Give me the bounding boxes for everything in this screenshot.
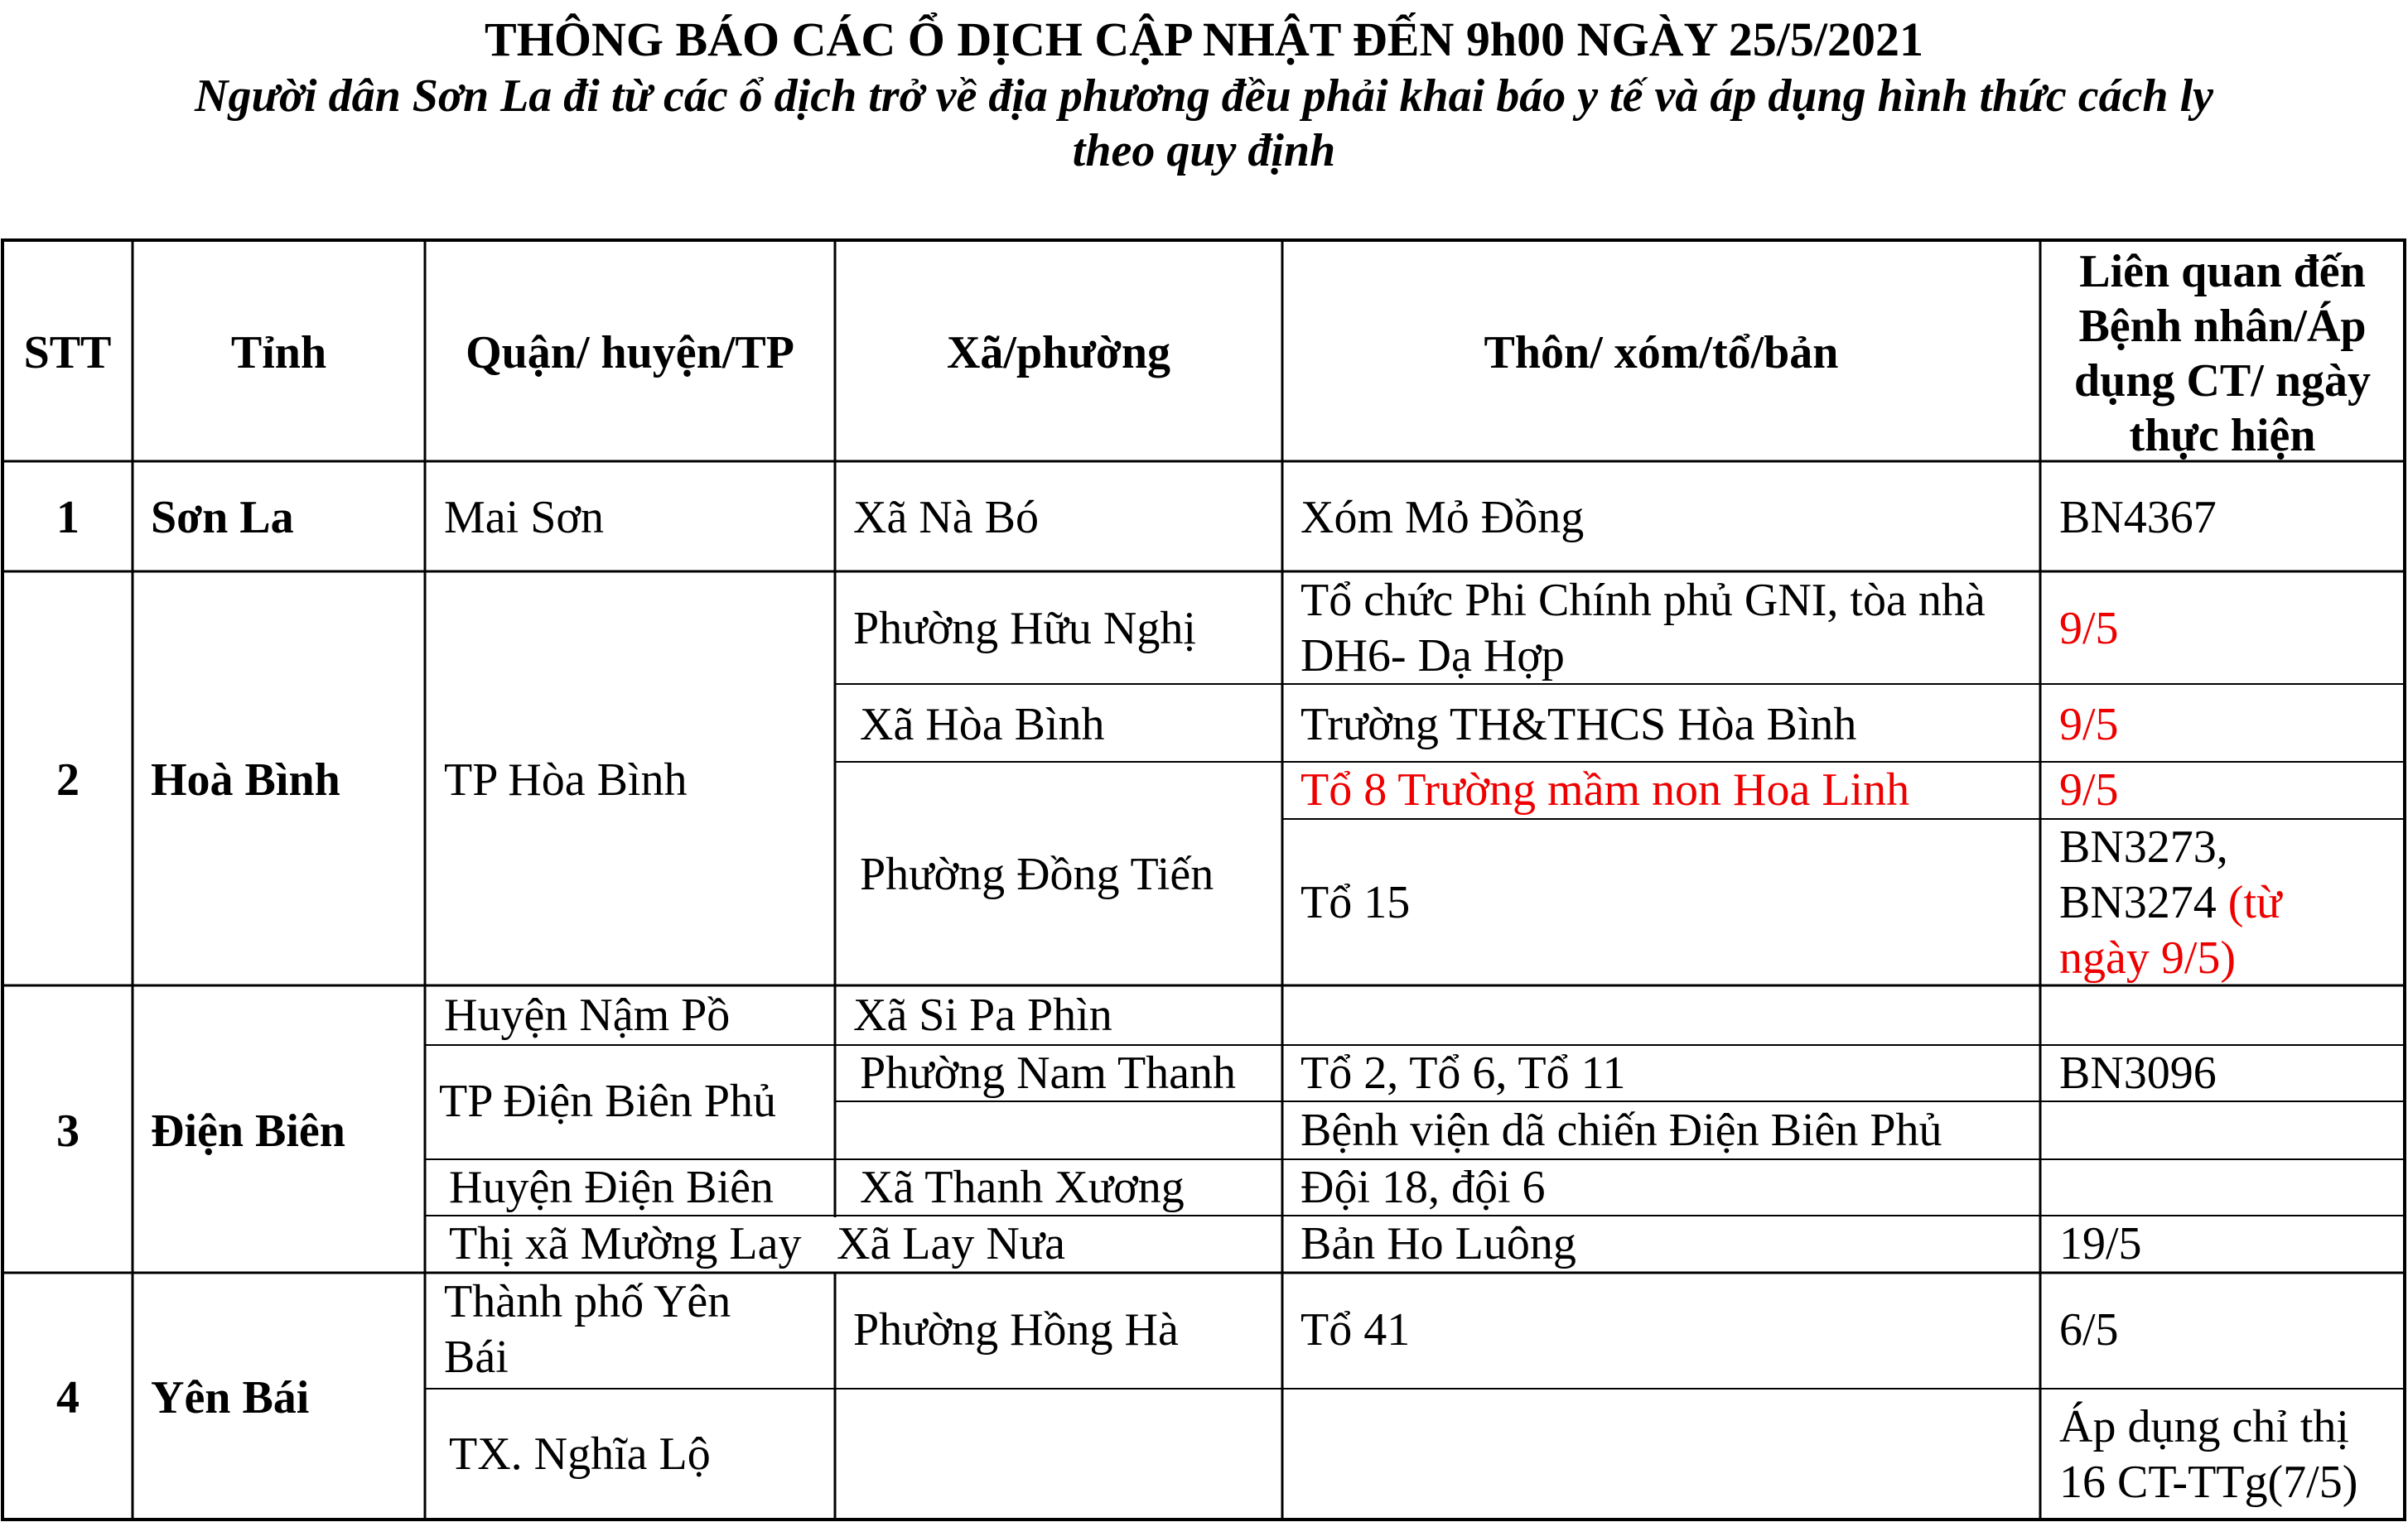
row2b-thon: Trường TH&THCS Hòa Bình	[1301, 699, 1857, 750]
row3d-xa: Xã Thanh Xương	[860, 1162, 1185, 1213]
col-header-stt: STT	[23, 327, 112, 378]
row2-quan: TP Hòa Bình	[444, 754, 688, 806]
row3e-quan: Thị xã Mường Lay	[449, 1218, 802, 1269]
row2b-lienquan: 9/5	[2059, 699, 2119, 750]
row3d-quan: Huyện Điện Biên	[449, 1162, 774, 1213]
row4b-lienquan-line2: 16 CT-TTg(7/5)	[2059, 1457, 2358, 1508]
row4a-thon: Tổ 41	[1301, 1304, 1411, 1356]
row1-xa: Xã Nà Bó	[853, 492, 1039, 543]
row4-stt: 4	[56, 1372, 80, 1423]
row3b-xa: Phường Nam Thanh	[860, 1048, 1237, 1099]
row2a-thon-line2: DH6- Dạ Hợp	[1301, 630, 1565, 682]
row1-tinh: Sơn La	[151, 492, 294, 543]
row1-thon: Xóm Mỏ Đồng	[1301, 492, 1585, 543]
row2c-xa: Phường Đồng Tiến	[860, 849, 1214, 900]
row3-tinh: Điện Biên	[151, 1105, 345, 1157]
row2d-lienquan-line1: BN3273,	[2059, 821, 2228, 873]
row3a-xa: Xã Si Pa Phìn	[853, 990, 1112, 1041]
row4a-quan-line2: Bái	[444, 1332, 509, 1383]
row4-tinh: Yên Bái	[151, 1372, 310, 1423]
row3e-thon: Bản Ho Luông	[1301, 1218, 1576, 1269]
row1-stt: 1	[56, 492, 80, 543]
col-header-quan: Quận/ huyện/TP	[466, 327, 794, 378]
row2b-xa: Xã Hòa Bình	[860, 699, 1105, 750]
row4a-xa: Phường Hồng Hà	[853, 1304, 1179, 1356]
row4a-quan-line1: Thành phố Yên	[444, 1276, 731, 1327]
row3a-quan: Huyện Nậm Pồ	[444, 990, 731, 1041]
row2d-lienquan-line2	[2059, 875, 2281, 930]
row3b-lienquan: BN3096	[2059, 1048, 2217, 1099]
col-header-lienquan-line3: dụng CT/ ngày	[2074, 355, 2371, 407]
row3d-thon: Đội 18, đội 6	[1301, 1162, 1546, 1213]
row3e-lienquan: 19/5	[2059, 1218, 2142, 1269]
col-header-lienquan-line4: thực hiện	[2129, 410, 2316, 461]
row3-stt: 3	[56, 1105, 80, 1157]
col-header-thon: Thôn/ xóm/tổ/bản	[1484, 327, 1839, 378]
row1-lienquan: BN4367	[2059, 492, 2217, 543]
row1-quan: Mai Sơn	[444, 492, 604, 543]
col-header-xa: Xã/phường	[946, 327, 1171, 378]
row2d-thon: Tổ 15	[1301, 877, 1411, 928]
row2c-lienquan: 9/5	[2059, 764, 2119, 816]
row3c-thon: Bệnh viện dã chiến Điện Biên Phủ	[1301, 1105, 1942, 1156]
col-header-tinh: Tỉnh	[230, 327, 327, 378]
col-header-lienquan-line2: Bệnh nhân/Áp	[2078, 301, 2367, 352]
row2c-thon: Tổ 8 Trường mầm non Hoa Linh	[1301, 764, 1910, 816]
row4b-lienquan-line1: Áp dụng chỉ thị	[2059, 1401, 2349, 1452]
row2a-thon-line1: Tổ chức Phi Chính phủ GNI, tòa nhà	[1301, 575, 1986, 626]
row2a-xa: Phường Hữu Nghị	[853, 603, 1196, 654]
row4b-quan: TX. Nghĩa Lộ	[449, 1428, 711, 1480]
page-subtitle-line2: theo quy định	[1072, 125, 1336, 176]
col-header-lienquan-line1: Liên quan đến	[2079, 246, 2366, 297]
row3b-quan: TP Điện Biên Phủ	[439, 1076, 777, 1127]
row2-stt: 2	[56, 754, 80, 806]
row2-tinh: Hoà Bình	[151, 754, 340, 806]
row2d-lienquan-line3: ngày 9/5)	[2059, 932, 2237, 984]
page-subtitle-line1: Người dân Sơn La đi từ các ổ dịch trở về địa phương đều phải khai báo y tế và áp dụng hình thức cách ly	[195, 70, 2213, 122]
row3e-xa: Xã Lay Nưa	[837, 1218, 1066, 1269]
page-title: THÔNG BÁO CÁC Ổ DỊCH CẬP NHẬT ĐẾN 9h00 NGÀY 25/5/2021	[485, 12, 1923, 66]
row2d-lienquan-patient: BN3274	[2059, 877, 2217, 928]
row2d-lienquan-from: (từ	[2227, 877, 2282, 928]
row3b-thon: Tổ 2, Tổ 6, Tổ 11	[1301, 1048, 1626, 1099]
row2a-lienquan: 9/5	[2059, 603, 2119, 654]
row4a-lienquan: 6/5	[2059, 1304, 2119, 1356]
